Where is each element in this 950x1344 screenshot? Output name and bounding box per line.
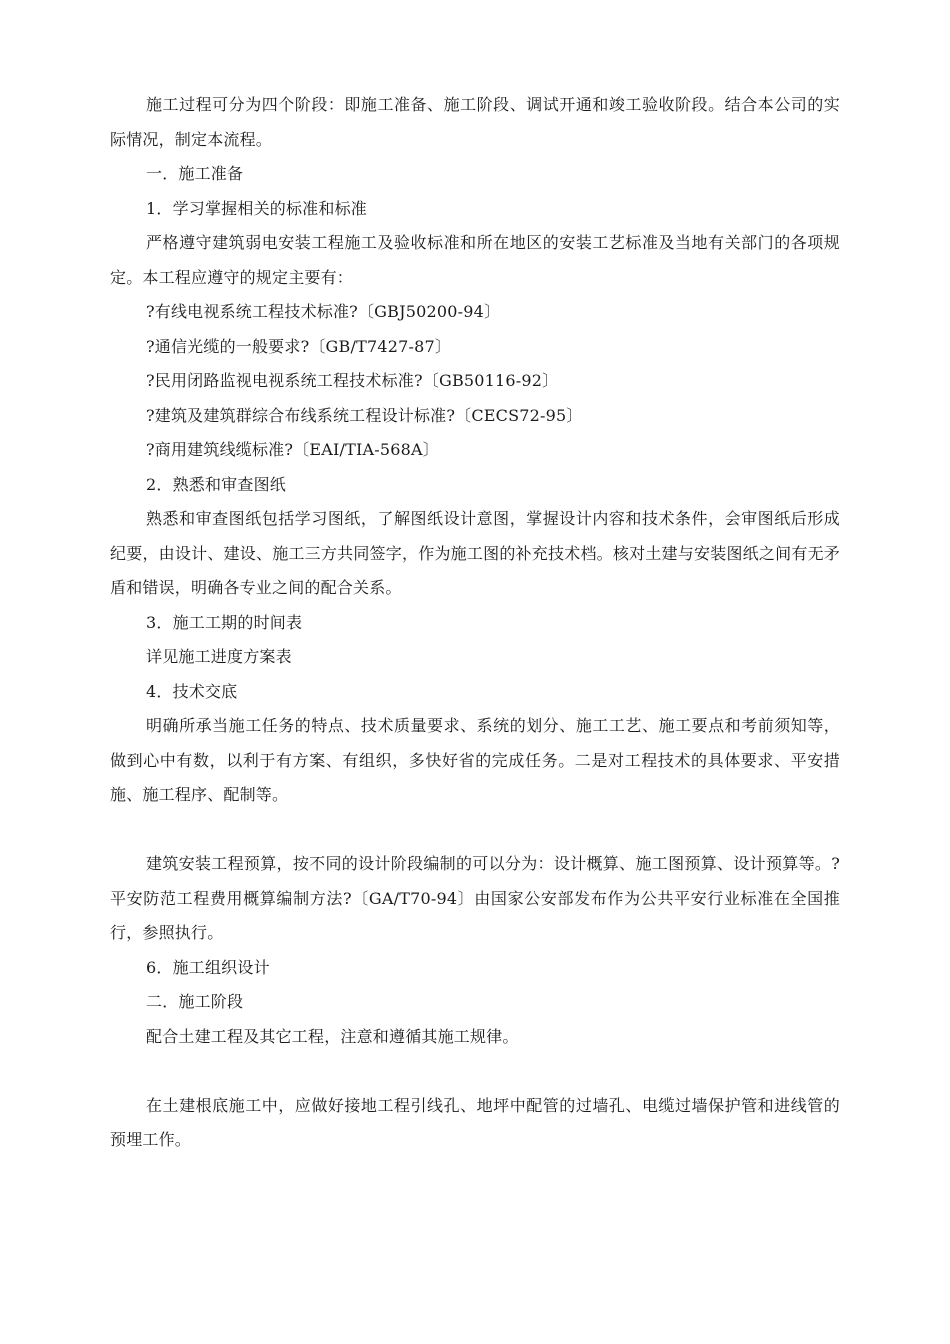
standard-item: ?通信光缆的一般要求?〔GB/T7427-87〕 bbox=[146, 336, 452, 356]
standards-paragraph: 严格遵守建筑弱电安装工程施工及验收标准和所在地区的安装工艺标准及当地有关部门的各项规定。本工程应遵守的规定主要有： bbox=[110, 233, 840, 287]
subsection-heading-standards: 1．学习掌握相关的标准和标准 bbox=[146, 198, 367, 218]
intro-paragraph: 施工过程可分为四个阶段：即施工准备、施工阶段、调试开通和竣工验收阶段。结合本公司的实际情况，制定本流程。 bbox=[110, 95, 840, 149]
document-page bbox=[110, 88, 840, 1158]
construction-paragraph: 配合土建工程及其它工程，注意和遵循其施工规律。 bbox=[146, 1026, 519, 1046]
drawings-paragraph: 熟悉和审查图纸包括学习图纸，了解图纸设计意图，掌握设计内容和技术条件，会审图纸后形成纪要，由设计、建设、施工三方共同签字，作为施工图的补充技术档。核对土建与安装图纸之间有无矛盾和错误，明确各专业之间的配合关系。 bbox=[110, 509, 840, 597]
schedule-paragraph: 详见施工进度方案表 bbox=[146, 647, 292, 666]
blank-line bbox=[110, 813, 840, 848]
standard-item: ?有线电视系统工程技术标准?〔GBJ50200-94〕 bbox=[146, 302, 501, 321]
standard-item: ?民用闭路监视电视系统工程技术标准?〔GB50116-92〕 bbox=[146, 371, 559, 390]
foundation-paragraph: 在土建根底施工中，应做好接地工程引线孔、地坪中配管的过墙孔、电缆过墙保护管和进线管的预埋工作。 bbox=[110, 1095, 840, 1149]
standard-item: ?商用建筑线缆标准?〔EAI/TIA-568A〕 bbox=[146, 440, 439, 459]
subsection-heading-schedule: 3．施工工期的时间表 bbox=[146, 612, 303, 632]
blank-line bbox=[110, 1054, 840, 1089]
briefing-paragraph: 明确所承当施工任务的特点、技术质量要求、系统的划分、施工工艺、施工要点和考前须知等，做到心中有数，以利于有方案、有组织，多快好省的完成任务。二是对工程技术的具体要求、平安措施、施工程序、配制等。 bbox=[110, 716, 840, 804]
budget-paragraph: 建筑安装工程预算，按不同的设计阶段编制的可以分为：设计概算、施工图预算、设计预算等。?平安防范工程费用概算编制方法?〔GA/T70-94〕由国家公安部发布作为公共平安行业标准在全国推行，参照执行。 bbox=[110, 854, 840, 942]
standard-item: ?建筑及建筑群综合布线系统工程设计标准?〔CECS72-95〕 bbox=[146, 405, 583, 425]
section-heading-construction: 二．施工阶段 bbox=[146, 992, 244, 1011]
section-heading-preparation: 一．施工准备 bbox=[146, 164, 244, 183]
subsection-heading-organization: 6．施工组织设计 bbox=[146, 957, 270, 977]
subsection-heading-drawings: 2．熟悉和审查图纸 bbox=[146, 474, 286, 494]
subsection-heading-briefing: 4．技术交底 bbox=[146, 681, 238, 701]
